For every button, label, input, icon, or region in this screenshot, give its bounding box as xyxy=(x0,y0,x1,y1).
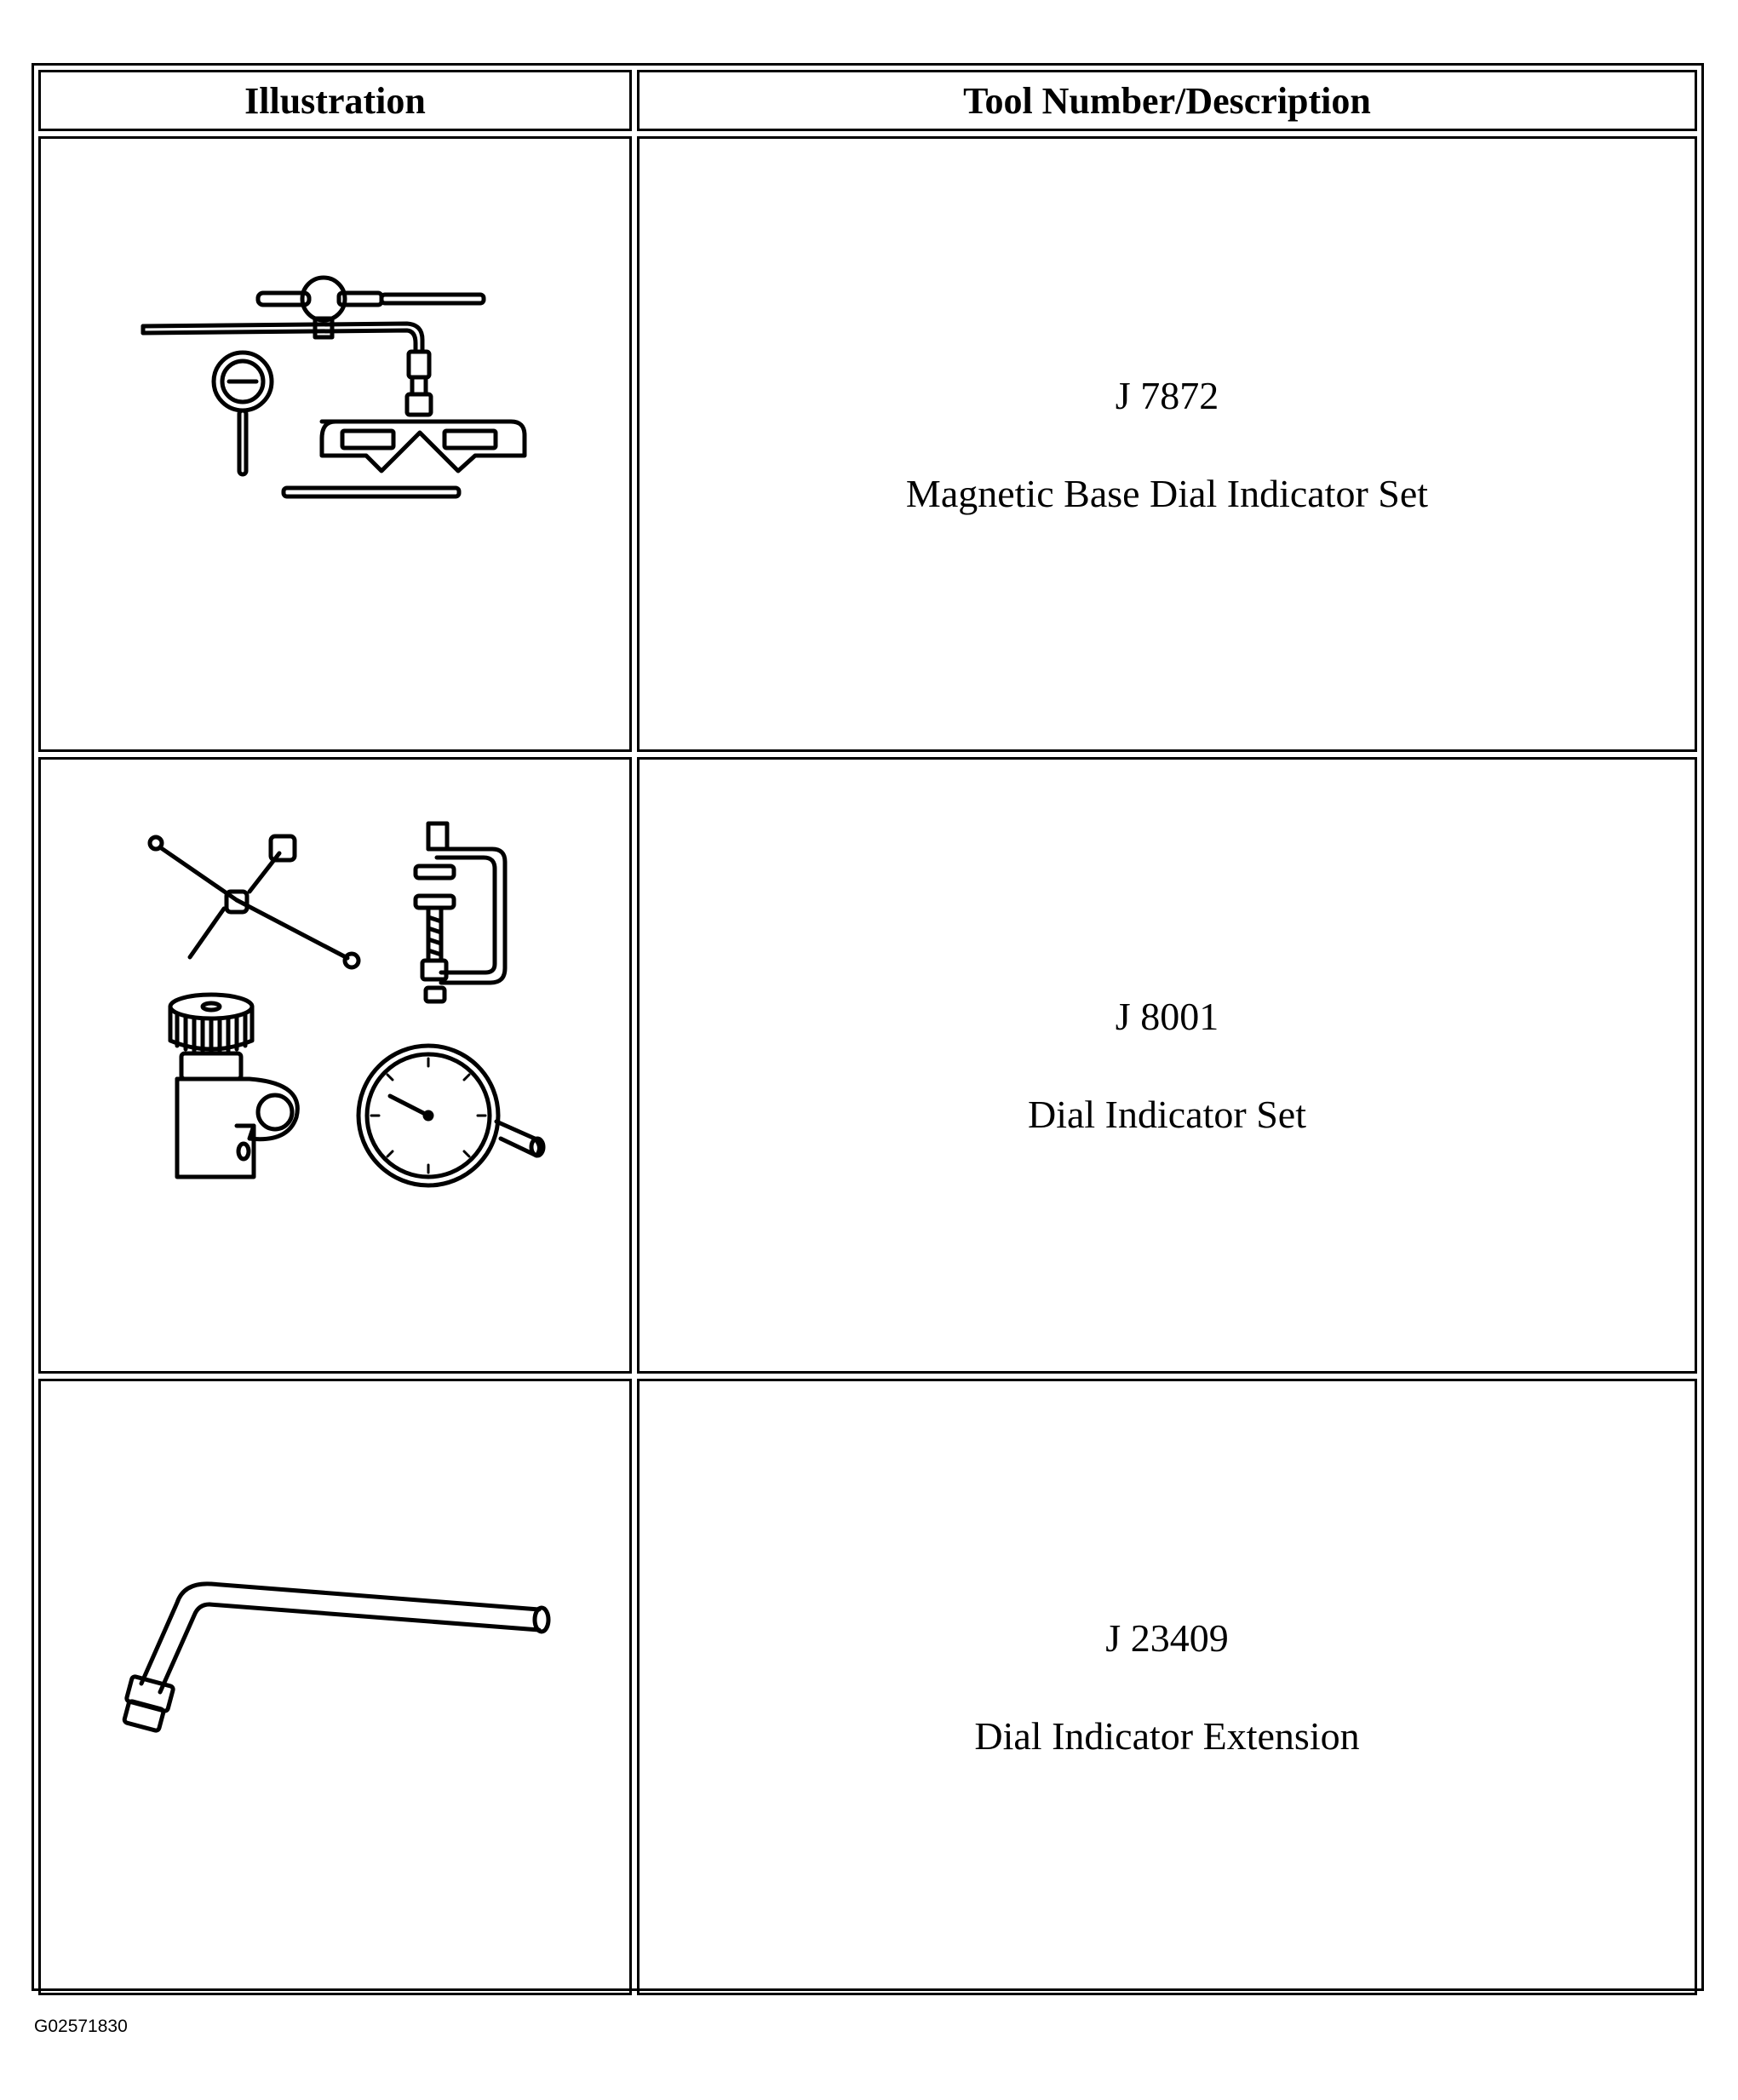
magnetic-base-dial-indicator-set-icon xyxy=(41,139,629,749)
tool-description: Dial Indicator Set xyxy=(1027,1093,1306,1136)
tool-description: Dial Indicator Extension xyxy=(974,1714,1360,1758)
illustration-cell-3 xyxy=(38,1379,632,1995)
illustration-cell-2 xyxy=(38,757,632,1374)
header-tool-description xyxy=(637,70,1697,131)
dial-indicator-set-icon xyxy=(41,760,629,1371)
description-cell-1 xyxy=(637,136,1697,752)
tool-number: J 23409 xyxy=(1105,1616,1229,1660)
illustration-cell-1 xyxy=(38,136,632,752)
description-cell-2 xyxy=(637,757,1697,1374)
description-cell-3 xyxy=(637,1379,1697,1995)
header-illustration-label: Illustration xyxy=(244,79,426,122)
tool-number: J 7872 xyxy=(1115,373,1219,417)
tool-description: Magnetic Base Dial Indicator Set xyxy=(905,471,1429,515)
header-tool-label: Tool Number/Description xyxy=(963,79,1371,122)
tool-number: J 8001 xyxy=(1115,995,1219,1038)
figure-id: G02571830 xyxy=(34,2017,128,2036)
header-illustration xyxy=(38,70,632,131)
dial-indicator-extension-icon xyxy=(41,1381,629,1993)
